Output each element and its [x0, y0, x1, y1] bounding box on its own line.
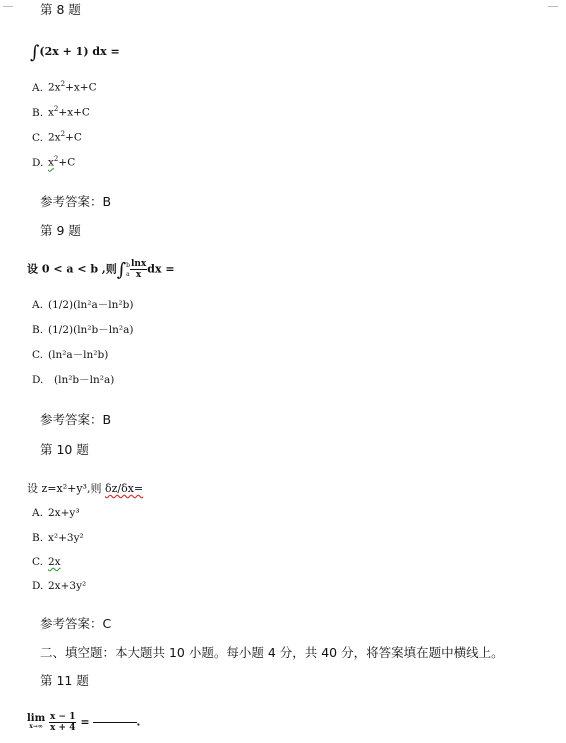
q10-heading: 第 10 题	[40, 442, 89, 457]
q9-fraction: $\frac{\ln x}{x}$	[130, 259, 147, 280]
page-corner-mark	[3, 0, 13, 7]
q10-option-d: D. 2x+3y²	[32, 580, 87, 592]
q9-option-d: D. (ln²b－ln²a)	[32, 374, 115, 386]
q11-heading: 第 11 题	[40, 673, 89, 688]
q9-heading: 第 9 题	[40, 223, 81, 238]
limit-operator: lim x→∞	[27, 712, 46, 730]
q10-option-a: A. 2x+y³	[32, 507, 80, 519]
integral-sign: ∫	[116, 259, 127, 281]
q8-heading: 第 8 题	[40, 2, 81, 17]
q11-fraction: $\frac{x - 1}{x + 4}$	[50, 712, 76, 733]
q8-option-a: A. $2x^2+x+C$	[32, 80, 97, 94]
q10-option-c: C. 2x	[32, 556, 61, 568]
integral-sign: ∫	[30, 42, 40, 63]
q9-option-c: C. (ln²a－ln²b)	[32, 349, 109, 361]
q8-answer: 参考答案：B	[40, 194, 112, 209]
q8-option-d: D. $x^2+C$	[32, 155, 76, 169]
section-heading: 二、填空题：本大题共 10 小题。每小题 4 分，共 40 分，将答案填在题中横线上。	[40, 645, 504, 660]
q8-option-c: C. $2x^2+C$	[32, 130, 82, 144]
q9-stem: 设 0 < a < b ,则∫ b a $\frac{\ln x}{x}$ dx =	[27, 259, 175, 281]
q10-option-b: B. x²+3y²	[32, 532, 84, 544]
q10-stem: 设 z=x²+y³,则 δz/δx=	[27, 482, 144, 495]
q8-stem	[30, 42, 120, 63]
q8-option-b: B. $x^2+x+C$	[32, 105, 90, 119]
q9-answer: 参考答案：B	[40, 412, 112, 427]
page-corner-mark	[548, 0, 558, 7]
answer-blank[interactable]	[93, 722, 137, 723]
q9-option-a: A. (1/2)(ln²a－ln²b)	[32, 299, 134, 311]
q11-stem: lim x→∞ $\frac{x - 1}{x + 4}$ = .	[27, 712, 141, 733]
q8-stem-text: (2x + 1) dx =	[39, 45, 120, 58]
q10-answer: 参考答案：C	[40, 616, 112, 631]
q9-option-b: B. (1/2)(ln²b－ln²a)	[32, 324, 134, 336]
